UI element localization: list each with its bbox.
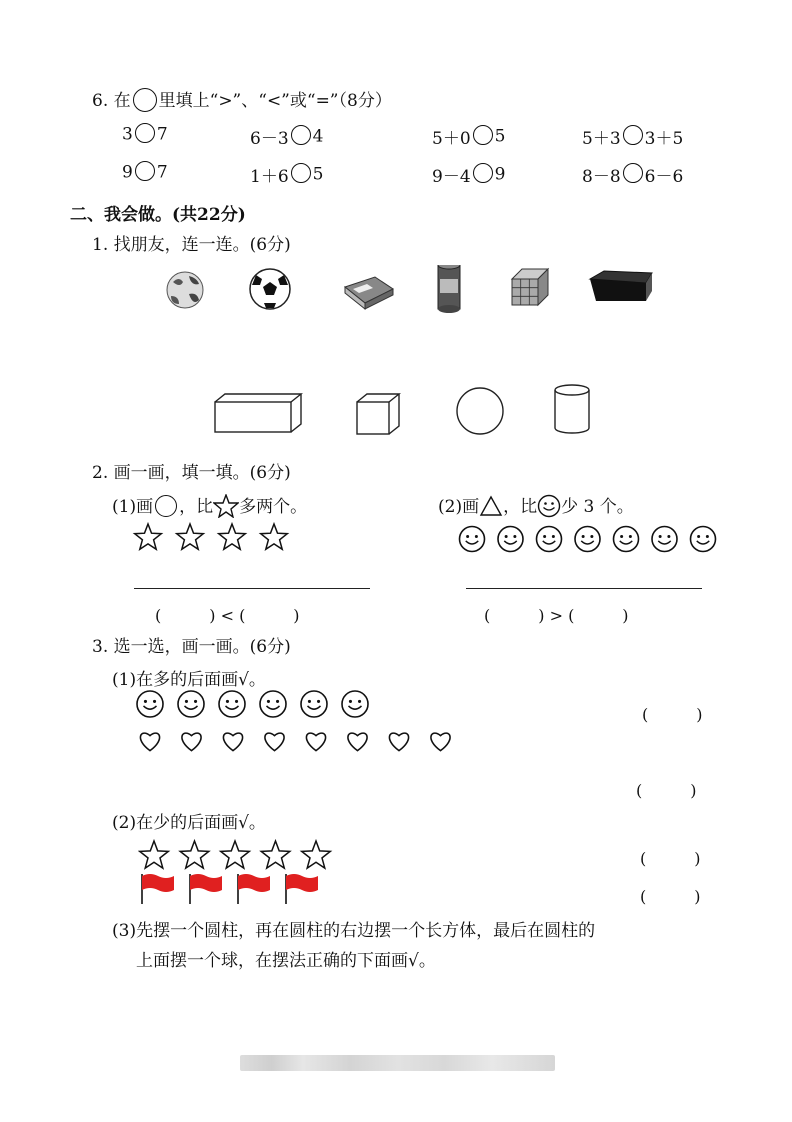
expr-left: 6－3 — [250, 129, 289, 149]
compare-right[interactable]: ( ) > ( ) — [484, 606, 629, 625]
expr-left: 9 — [122, 162, 133, 183]
q6-row2-item3 — [432, 162, 505, 187]
expr-right: 4 — [312, 126, 324, 147]
q2-p2-pre: (2)画 — [438, 497, 480, 517]
q3-part3-line2: 上面摆一个球，在摆法正确的下面画√。 — [136, 951, 436, 971]
flag-icon — [190, 874, 222, 904]
flag-icon — [238, 874, 270, 904]
answer-paren-hearts[interactable]: ( ) — [636, 781, 697, 800]
q3-hearts-row — [134, 724, 464, 756]
expr-left: 9－4 — [432, 167, 471, 187]
expr-left: 3 — [122, 124, 133, 145]
expr-right: 3＋5 — [644, 129, 684, 149]
q6-title-pre: 6. 在 — [92, 91, 131, 111]
blank-circle-icon — [133, 88, 157, 112]
q2-stars-row — [132, 522, 302, 554]
answer-line-right[interactable] — [466, 588, 702, 589]
can-icon — [438, 265, 460, 313]
q3-stars-row — [138, 838, 338, 872]
expr-left: 8－8 — [582, 167, 621, 187]
answer-circle[interactable] — [623, 163, 643, 183]
shapes-row — [205, 380, 605, 440]
q6-row2-item4 — [582, 162, 683, 187]
expr-right: 6－6 — [644, 167, 684, 187]
q2-part1-instruction — [112, 492, 307, 520]
circle-sphere-icon — [457, 388, 503, 434]
smiley-icon — [219, 691, 245, 717]
star-icon — [213, 494, 239, 518]
answer-circle[interactable] — [291, 163, 311, 183]
smiley-icon — [537, 527, 562, 552]
star-icon — [177, 524, 204, 549]
star-icon — [221, 841, 250, 868]
q6-title — [92, 86, 392, 114]
expr-right: 5 — [494, 126, 506, 147]
heart-icon — [306, 733, 325, 751]
heart-icon — [348, 733, 367, 751]
q2-smileys-row — [458, 523, 728, 555]
smiley-icon — [301, 691, 327, 717]
heart-icon — [431, 733, 450, 751]
expr-right: 7 — [156, 124, 168, 145]
q6-row1-item2 — [250, 124, 323, 149]
q6-row2-item2 — [250, 162, 323, 187]
smiley-icon — [260, 691, 286, 717]
star-icon — [302, 841, 331, 868]
smiley-icon — [137, 691, 163, 717]
q3-flags-row — [138, 872, 338, 908]
answer-circle[interactable] — [135, 123, 155, 143]
answer-circle[interactable] — [623, 125, 643, 145]
q1-title: 1. 找朋友，连一连。(6分) — [92, 235, 291, 255]
blurred-footer — [240, 1055, 555, 1071]
soccer-ball-icon — [250, 269, 290, 309]
cuboid-icon — [215, 394, 301, 432]
cylinder-icon — [555, 385, 589, 433]
heart-icon — [182, 733, 201, 751]
star-icon — [219, 524, 246, 549]
smiley-icon — [178, 691, 204, 717]
q3-title: 3. 选一选，画一画。(6分) — [92, 637, 291, 657]
q3-part1: (1)在多的后面画√。 — [112, 670, 266, 690]
flag-icon — [286, 874, 318, 904]
answer-paren-smileys[interactable]: ( ) — [642, 705, 703, 724]
section-title: 二、我会做。(共22分) — [70, 205, 246, 225]
q2-p2-mid: ，比 — [503, 497, 538, 517]
answer-paren-flags[interactable]: ( ) — [640, 887, 701, 906]
heart-icon — [223, 733, 242, 751]
answer-paren-stars[interactable]: ( ) — [640, 849, 701, 868]
answer-circle[interactable] — [291, 125, 311, 145]
smiley-icon — [652, 527, 677, 552]
star-icon — [261, 524, 288, 549]
q2-p2-post: 少 3 个。 — [561, 497, 634, 517]
q6-row2-item1 — [122, 162, 168, 183]
q6-title-post: 里填上“>”、“<”或“=”（8分） — [158, 91, 392, 111]
smiley-icon — [614, 527, 639, 552]
q6-row1-item1 — [122, 124, 168, 145]
q3-part3-line1: (3)先摆一个圆柱，再在圆柱的右边摆一个长方体，最后在圆柱的 — [112, 921, 596, 941]
cube-icon — [357, 394, 399, 434]
q2-part2-instruction — [438, 492, 634, 520]
answer-circle[interactable] — [473, 125, 493, 145]
smiley-icon — [460, 527, 485, 552]
smiley-icon — [537, 494, 561, 518]
star-icon — [261, 841, 290, 868]
heart-icon — [265, 733, 284, 751]
q3-smileys-row — [134, 688, 394, 720]
box-icon — [590, 271, 652, 301]
star-icon — [180, 841, 209, 868]
heart-icon — [389, 733, 408, 751]
eraser-icon — [345, 277, 393, 309]
objects-row — [160, 265, 660, 315]
smiley-icon — [691, 527, 716, 552]
compare-left[interactable]: ( ) < ( ) — [155, 606, 300, 625]
expr-right: 9 — [494, 164, 506, 185]
expr-left: 1＋6 — [250, 167, 289, 187]
expr-right: 5 — [312, 164, 324, 185]
answer-circle[interactable] — [135, 161, 155, 181]
rubiks-cube-icon — [512, 269, 548, 305]
expr-left: 5＋3 — [582, 129, 621, 149]
answer-circle[interactable] — [473, 163, 493, 183]
smiley-icon — [575, 527, 600, 552]
expr-left: 5＋0 — [432, 129, 471, 149]
q2-p1-post: 多两个。 — [239, 497, 308, 517]
triangle-icon — [479, 495, 503, 517]
expr-right: 7 — [156, 162, 168, 183]
q6-row1-item3 — [432, 124, 505, 149]
star-icon — [135, 524, 162, 549]
q2-title: 2. 画一画，填一填。(6分) — [92, 463, 291, 483]
ball-pattern-icon — [167, 272, 203, 308]
circle-icon — [155, 495, 177, 517]
flag-icon — [142, 874, 174, 904]
smiley-icon — [498, 527, 523, 552]
q2-p1-pre: (1)画 — [112, 497, 154, 517]
star-icon — [140, 841, 169, 868]
q2-p1-mid: ，比 — [179, 497, 214, 517]
heart-icon — [140, 733, 159, 751]
smiley-icon — [342, 691, 368, 717]
answer-line-left[interactable] — [134, 588, 370, 589]
q6-row1-item4 — [582, 124, 683, 149]
q3-part2: (2)在少的后面画√。 — [112, 813, 266, 833]
